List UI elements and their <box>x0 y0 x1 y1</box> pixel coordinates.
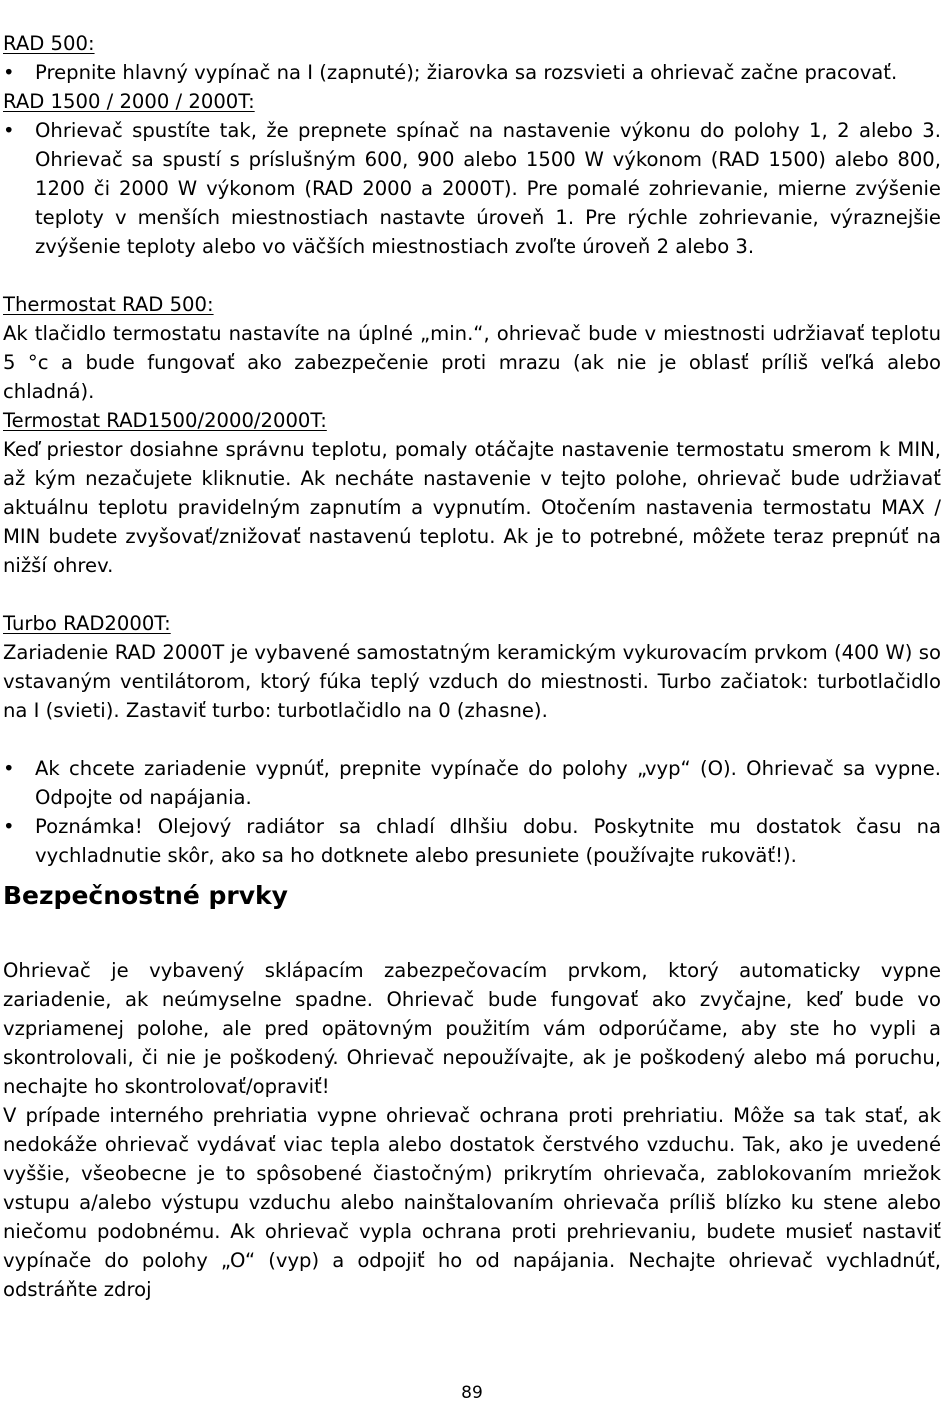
bullet-icon: • <box>3 757 15 780</box>
safety-paragraph-1: Ohrievač je vybavený sklápacím zabezpečovacím prvkom, ktorý automaticky vypne zariadenie, ak neúmyselne spadne. Ohrievač bude fungovať ako zvyčajne, keď bude vo vzpriamenej polohe, ale pred opätovným použitím vám odporúčame, aby ste ho vypli a skontrolovali, či nie je poškodený. Ohrievač nepoužívajte, ak je poškodený alebo má poruchu, nechajte ho skontrolovať/opraviť! <box>3 959 941 1098</box>
rad1500-bullet-text: Ohrievač spustíte tak, že prepnete spínač na nastavenie výkonu do polohy 1, 2 alebo 3. Ohrievač sa spustí s príslušným 600, 900 alebo 1500 W výkonom (RAD 1500) alebo 800, 1200 či 2000 W výkonom (RAD 2000 a 2000T). Pre pomalé zohrievanie, mierne zvýšenie teploty v menších miestnostiach nastavte úroveň 1. Pre rýchle zohrievanie, výraznejšie zvýšenie teploty alebo vo väčších miestnostiach zvoľte úroveň 2 alebo 3. <box>35 119 941 258</box>
document-page <box>3 29 941 1304</box>
list-item <box>3 58 941 87</box>
bullet-icon: • <box>3 119 15 142</box>
thermostat500-text: Ak tlačidlo termostatu nastavíte na úplné „min.“, ohrievač bude v miestnosti udržiavať teplotu 5 °c a bude fungovať ako zabezpečenie proti mrazu (ak nie je oblasť príliš veľká alebo chladná). <box>3 322 941 403</box>
list-item <box>3 116 941 261</box>
spacer <box>3 916 941 956</box>
note-text: Ak chcete zariadenie vypnúť, prepnite vypínače do polohy „vyp“ (O). Ohrievač sa vypne. Odpojte od napájania. <box>35 757 941 809</box>
safety-paragraph-2: V prípade interného prehriatia vypne ohrievač ochrana proti prehriatiu. Môže sa tak stať, ak nedokáže ohrievač vydávať viac tepla alebo dostatok čerstvého vzduchu. Tak, ako je uvedené vyššie, všeobecne je to spôsobené čiastočným) prikrytím ohrievača, zablokovaním mriežok vstupu a/alebo výstupu vzduchu alebo nainštalovaním ohrievača príliš blízko ku stene alebo niečomu podobnému. Ak ohrievač vypla ochrana proti prehrievaniu, budete musieť nastaviť vypínače do polohy „O“ (vyp) a odpojiť ho od napájania. Nechajte ohrievač vychladnúť, odstráňte zdroj <box>3 1104 941 1301</box>
turbo-heading: Turbo RAD2000T: <box>3 612 171 635</box>
rad500-heading: RAD 500: <box>3 32 95 55</box>
list-item <box>3 812 941 870</box>
rad1500-heading: RAD 1500 / 2000 / 2000T: <box>3 90 255 113</box>
spacer <box>3 261 941 290</box>
turbo-text: Zariadenie RAD 2000T je vybavené samostatným keramickým vykurovacím prvkom (400 W) so vstavaným ventilátorom, ktorý fúka teplý vzduch do miestnosti. Turbo začiatok: turbotlačidlo na I (svieti). Zastaviť turbo: turbotlačidlo na 0 (zhasne). <box>3 641 941 722</box>
thermostat1500-heading: Termostat RAD1500/2000/2000T: <box>3 409 327 432</box>
safety-title: Bezpečnostné prvky <box>3 881 288 910</box>
rad500-bullet-text: Prepnite hlavný vypínač na I (zapnuté); žiarovka sa rozsvieti a ohrievač začne pracovať. <box>35 61 898 84</box>
note-text: Poznámka! Olejový radiátor sa chladí dlhšiu dobu. Poskytnite mu dostatok času na vychladnutie skôr, ako sa ho dotknete alebo presuniete (používajte rukoväť!). <box>35 815 941 867</box>
bullet-icon: • <box>3 61 15 84</box>
page-number: 89 <box>461 1383 483 1403</box>
rad500-list <box>3 58 941 87</box>
list-item <box>3 754 941 812</box>
spacer <box>3 580 941 609</box>
bullet-icon: • <box>3 815 15 838</box>
thermostat1500-text: Keď priestor dosiahne správnu teplotu, pomaly otáčajte nastavenie termostatu smerom k MIN, až kým nezačujete kliknutie. Ak necháte nastavenie v tejto polohe, ohrievač bude udržiavať aktuálnu teplotu pravidelným zapnutím a vypnutím. Otočením nastavenia termostatu MAX / MIN budete zvyšovať/znižovať nastavenú teplotu. Ak je to potrebné, môžete teraz prepnúť na nižší ohrev. <box>3 438 941 577</box>
thermostat500-heading: Thermostat RAD 500: <box>3 293 214 316</box>
spacer <box>3 725 941 754</box>
rad1500-list <box>3 116 941 261</box>
notes-list <box>3 754 941 870</box>
